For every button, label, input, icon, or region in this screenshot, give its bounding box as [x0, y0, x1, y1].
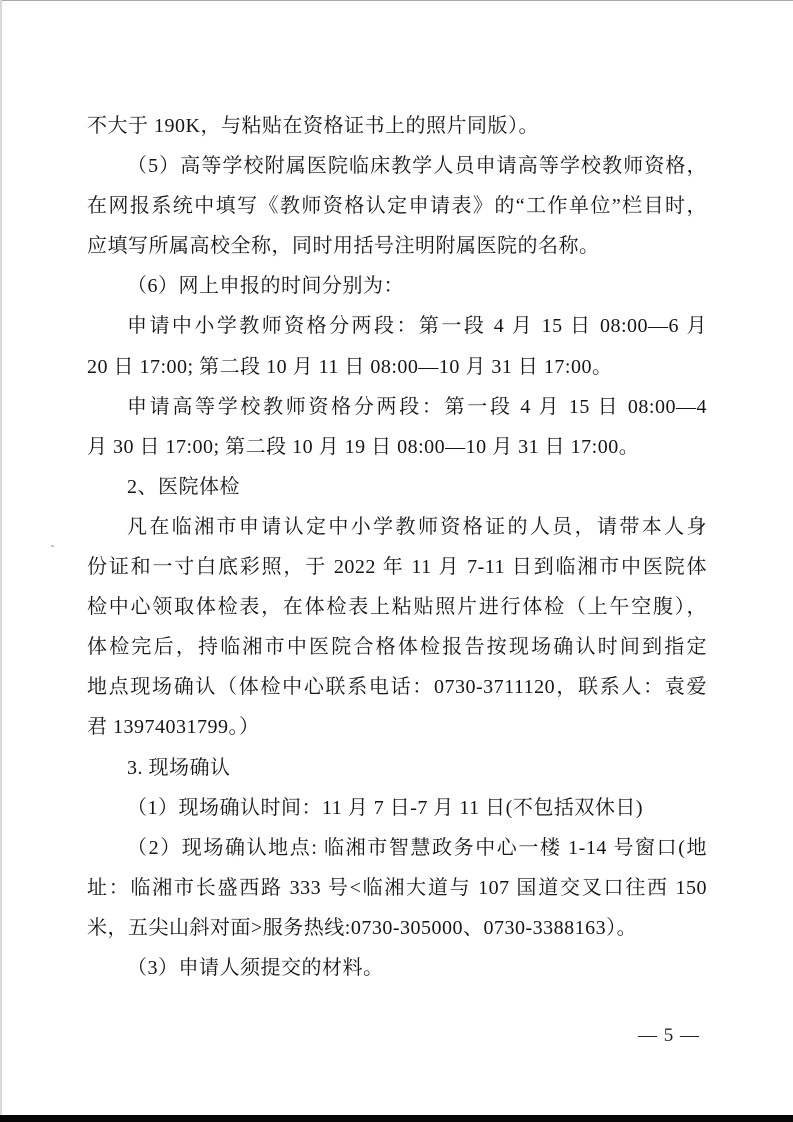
document-line: 检中心领取体检表，在体检表上粘贴照片进行体检（上午空腹）， [87, 596, 707, 619]
document-body [87, 106, 707, 988]
document-line: 申请中小学教师资格分两段：第一段 4 月 15 日 08:00—6 月 [127, 315, 707, 338]
document-line: 不大于 190K，与粘贴在资格证书上的照片同版）。 [87, 115, 539, 137]
document-line: 址：临湘市长盛西路 333 号<临湘大道与 107 国道交叉口往西 150 [87, 876, 707, 899]
document-line: 月 30 日 17:00; 第二段 10 月 19 日 08:00—10 月 31 日 17:00。 [87, 435, 640, 458]
document-line: （6）网上申报的时间分别为： [127, 275, 404, 298]
document-line: （1）现场确认时间：11 月 7 日-7 月 11 日(不包括双休日) [127, 796, 643, 819]
document-line: 20 日 17:00; 第二段 10 月 11 日 08:00—10 月 31 日 17:00。 [87, 355, 613, 378]
document-line: 在网报系统中填写《教师资格认定申请表》的“工作单位”栏目时， [87, 195, 707, 218]
document-line: （2）现场确认地点: 临湘市智慧政务中心一楼 1-14 号窗口(地 [127, 836, 707, 859]
document-line: （5）高等学校附属医院临床教学人员申请高等学校教师资格， [127, 155, 707, 178]
document-line: 应填写所属高校全称，同时用括号注明附属医院的名称。 [87, 235, 600, 258]
document-line: 份证和一寸白底彩照，于 2022 年 11 月 7-11 日到临湘市中医院体 [87, 556, 707, 579]
document-line: 体检完后，持临湘市中医院合格体检报告按现场确认时间到指定 [87, 636, 707, 659]
bottom-scan-bar [0, 1115, 793, 1122]
document-line: 申请高等学校教师资格分两段：第一段 4 月 15 日 08:00—4 [127, 395, 707, 418]
document-line: 2、医院体检 [127, 475, 240, 498]
document-line: 米，五尖山斜对面>服务热线:0730-305000、0730-3388163）。 [87, 916, 638, 939]
document-line: 君 13974031799。） [87, 716, 260, 739]
document-line: 凡在临湘市申请认定中小学教师资格证的人员，请带本人身 [127, 515, 707, 538]
document-line: （3）申请人须提交的材料。 [127, 956, 384, 979]
top-edge-scan-line [0, 0, 793, 1]
document-line: 3. 现场确认 [127, 756, 231, 779]
left-edge-scan-line [0, 0, 2, 1122]
document-line: 地点现场确认（体检中心联系电话：0730-3711120，联系人：袁爱 [87, 676, 707, 699]
scan-speck [51, 545, 54, 547]
page-number: — 5 — [638, 1025, 700, 1046]
